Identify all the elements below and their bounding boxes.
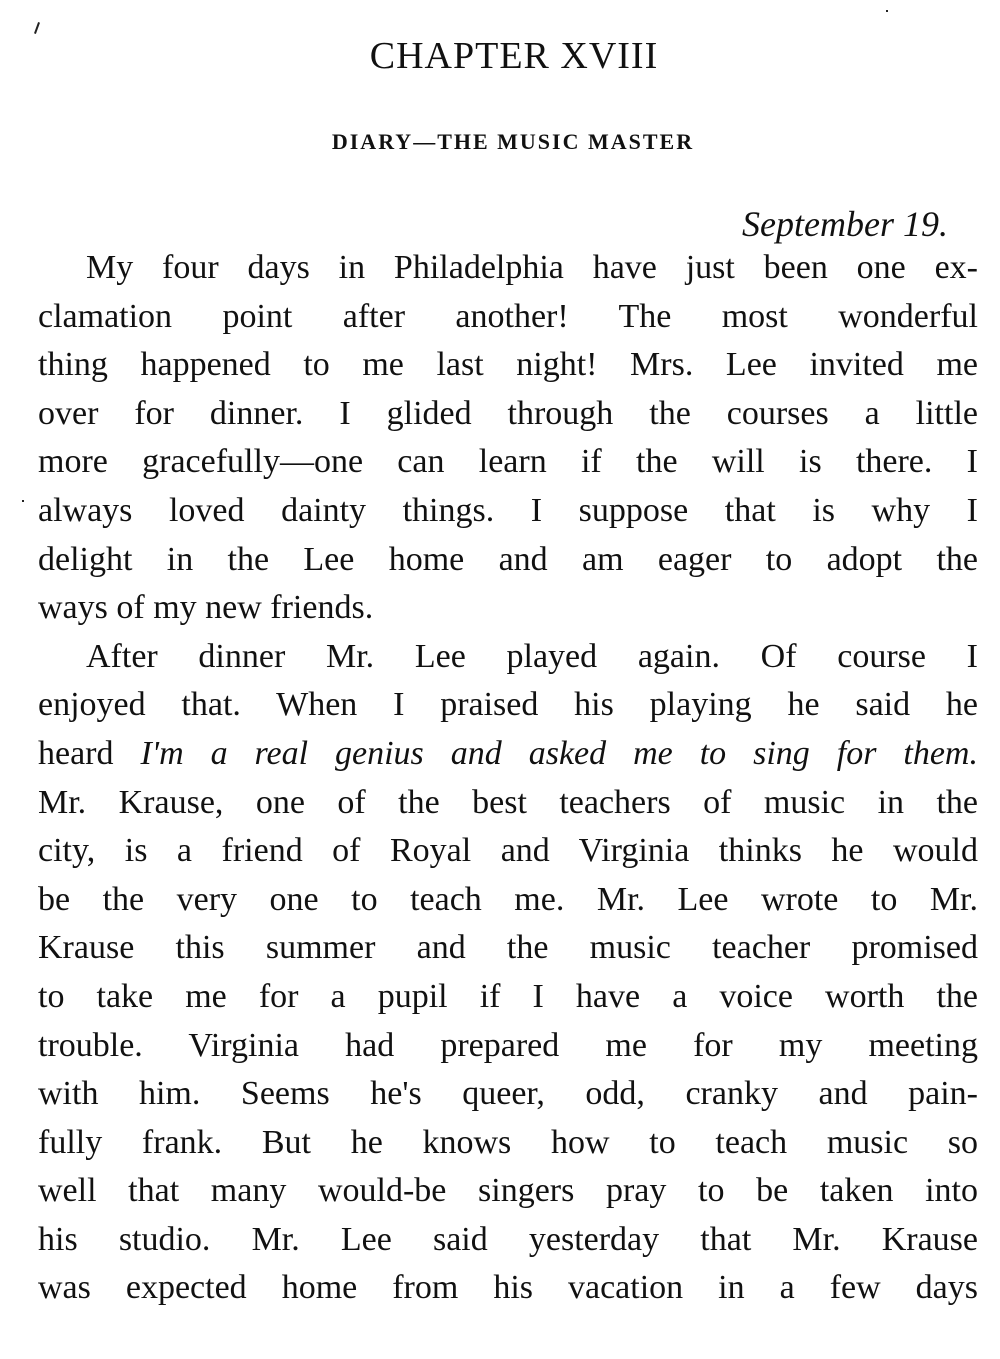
text-line: with him. Seems he's queer, odd, cranky and pain- xyxy=(38,1075,978,1113)
print-speck xyxy=(886,10,888,12)
text-line: be the very one to teach me. Mr. Lee wrote to Mr. xyxy=(38,880,978,918)
text-line: more gracefully—one can learn if the will is there. I xyxy=(38,443,978,481)
text-line: fully frank. But he knows how to teach music so xyxy=(38,1123,978,1161)
text-line: always loved dainty things. I suppose that is why I xyxy=(38,491,978,529)
text-line: Krause this summer and the music teacher promised xyxy=(38,929,978,967)
text-line: well that many would-be singers pray to be taken into xyxy=(38,1172,978,1210)
text-line: delight in the Lee home and am eager to adopt the xyxy=(38,540,978,578)
diary-body-text xyxy=(38,244,978,1313)
diary-entry-date: September 19. xyxy=(742,204,948,244)
text-line: to take me for a pupil if I have a voice worth the xyxy=(38,977,978,1015)
print-speck xyxy=(34,22,40,34)
text-line: thing happened to me last night! Mrs. Lee invited me xyxy=(38,346,978,384)
text-line: his studio. Mr. Lee said yesterday that Mr. Krause xyxy=(38,1220,978,1258)
italic-phrase: I'm a real genius and asked me to sing for them. xyxy=(140,734,978,772)
text-line: over for dinner. I glided through the courses a little xyxy=(38,394,978,432)
text-line: My four days in Philadelphia have just been one ex- xyxy=(86,249,978,286)
text-line: city, is a friend of Royal and Virginia thinks he would xyxy=(38,832,978,870)
chapter-title: CHAPTER XVIII xyxy=(369,35,659,77)
print-speck xyxy=(22,500,24,502)
text-line-part: heard xyxy=(38,734,141,772)
text-line: After dinner Mr. Lee played again. Of course I xyxy=(86,637,978,675)
text-line: Mr. Krause, one of the best teachers of music in the xyxy=(38,783,978,821)
text-line: enjoyed that. When I praised his playing he said he xyxy=(38,686,978,724)
text-line: ways of my new friends. xyxy=(38,589,374,627)
text-line: trouble. Virginia had prepared me for my meeting xyxy=(38,1026,978,1064)
text-line: was expected home from his vacation in a few days xyxy=(38,1269,978,1307)
text-line-with-italic xyxy=(38,730,978,779)
text-line: clamation point after another! The most wonderful xyxy=(38,297,978,335)
chapter-subtitle: DIARY—THE MUSIC MASTER xyxy=(331,129,695,154)
